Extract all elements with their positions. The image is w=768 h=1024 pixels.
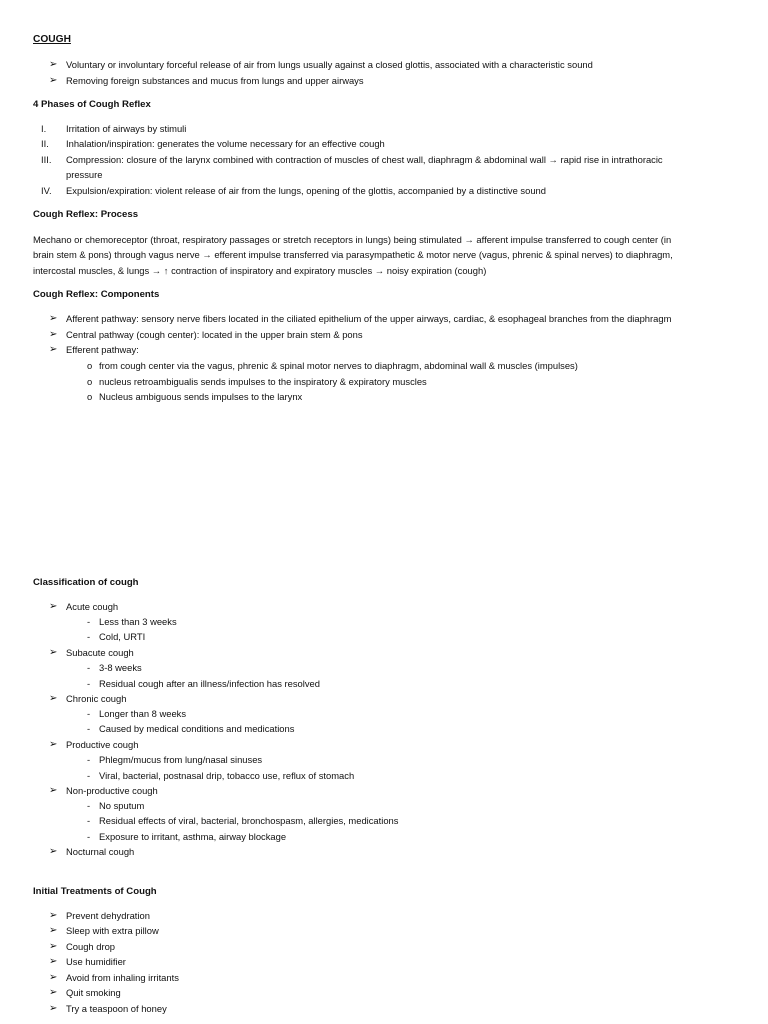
dash-bullet-icon: -: [87, 800, 91, 811]
numbered-text: pressure: [66, 169, 103, 180]
circle-bullet-icon: o: [87, 376, 93, 387]
section-title-process: Cough Reflex: Process: [33, 209, 139, 220]
arrow-bullet-icon: ➢: [49, 693, 58, 704]
dash-bullet-icon: -: [87, 754, 91, 765]
dash-text: Less than 3 weeks: [99, 616, 177, 627]
bullet-text: Voluntary or involuntary forceful release of air from lungs usually against a closed glottis, associated with a characteristic sound: [66, 59, 593, 70]
sub-bullet-text: Nucleus ambiguous sends impulses to the larynx: [99, 391, 303, 402]
dash-bullet-icon: -: [87, 678, 91, 689]
arrow-bullet-icon: ➢: [49, 313, 58, 324]
arrow-bullet-icon: ➢: [49, 785, 58, 796]
sub-bullet-text: nucleus retroambigualis sends impulses to the inspiratory & expiratory muscles: [99, 376, 427, 387]
arrow-bullet-icon: ➢: [49, 941, 58, 952]
bullet-text: Productive cough: [66, 739, 139, 750]
arrow-bullet-icon: ➢: [49, 344, 58, 355]
roman-numeral: IV.: [41, 185, 52, 196]
bullet-text: Subacute cough: [66, 647, 134, 658]
bullet-text: Central pathway (cough center): located in the upper brain stem & pons: [66, 329, 363, 340]
paragraph-line: Mechano or chemoreceptor (throat, respiratory passages or stretch receptors in lungs) being stimulated → afferent impulse transferred to cough center (in: [33, 234, 672, 245]
numbered-text: Expulsion/expiration: violent release of air from the lungs, opening of the glottis, accompanied by a distinctive sound: [66, 185, 546, 196]
paragraph-line: brain stem & pons) through vagus nerve → efferent impulse transferred via parasympathetic & motor nerve (vagus, phrenic & spinal nerves) to diaphragm,: [33, 249, 673, 260]
dash-bullet-icon: -: [87, 831, 91, 842]
arrow-bullet-icon: ➢: [49, 846, 58, 857]
dash-text: Residual cough after an illness/infection has resolved: [99, 678, 320, 689]
arrow-bullet-icon: ➢: [49, 956, 58, 967]
dash-bullet-icon: -: [87, 616, 91, 627]
arrow-bullet-icon: ➢: [49, 739, 58, 750]
bullet-text: Prevent dehydration: [66, 910, 150, 921]
arrow-bullet-icon: ➢: [49, 1003, 58, 1014]
bullet-text: Acute cough: [66, 601, 119, 612]
bullet-text: Try a teaspoon of honey: [66, 1003, 167, 1014]
bullet-text: Use humidifier: [66, 956, 126, 967]
bullet-text: Chronic cough: [66, 693, 127, 704]
arrow-bullet-icon: ➢: [49, 910, 58, 921]
dash-bullet-icon: -: [87, 708, 91, 719]
arrow-bullet-icon: ➢: [49, 647, 58, 658]
section-title-components: Cough Reflex: Components: [33, 289, 160, 300]
arrow-bullet-icon: ➢: [49, 987, 58, 998]
arrow-bullet-icon: ➢: [49, 601, 58, 612]
arrow-bullet-icon: ➢: [49, 972, 58, 983]
dash-bullet-icon: -: [87, 631, 91, 642]
dash-text: No sputum: [99, 800, 145, 811]
circle-bullet-icon: o: [87, 360, 93, 371]
dash-text: Longer than 8 weeks: [99, 708, 187, 719]
numbered-text: Compression: closure of the larynx combined with contraction of muscles of chest wall, diaphragm & abdominal wall → rapid rise in intrathoracic: [66, 154, 663, 165]
dash-bullet-icon: -: [87, 723, 91, 734]
bullet-text: Quit smoking: [66, 987, 121, 998]
numbered-text: Inhalation/inspiration: generates the volume necessary for an effective cough: [66, 138, 385, 149]
bullet-text: Efferent pathway:: [66, 344, 139, 355]
bullet-text: Cough drop: [66, 941, 115, 952]
dash-text: Residual effects of viral, bacterial, bronchospasm, allergies, medications: [99, 815, 399, 826]
arrow-bullet-icon: ➢: [49, 59, 58, 70]
sub-bullet-text: from cough center via the vagus, phrenic & spinal motor nerves to diaphragm, abdominal wall & muscles (impulses): [99, 360, 578, 371]
section-title-phases: 4 Phases of Cough Reflex: [33, 99, 151, 110]
bullet-text: Removing foreign substances and mucus from lungs and upper airways: [66, 75, 364, 86]
bullet-text: Sleep with extra pillow: [66, 925, 159, 936]
numbered-text: Irritation of airways by stimuli: [66, 123, 187, 134]
paragraph-line: intercostal muscles, & lungs → ↑ contraction of inspiratory and expiratory muscles → noisy expiration (cough): [33, 265, 487, 276]
dash-text: 3-8 weeks: [99, 662, 142, 673]
roman-numeral: III.: [41, 154, 52, 165]
arrow-bullet-icon: ➢: [49, 329, 58, 340]
dash-text: Viral, bacterial, postnasal drip, tobacco use, reflux of stomach: [99, 770, 355, 781]
bullet-text: Afferent pathway: sensory nerve fibers located in the ciliated epithelium of the upper airways, cardiac, & esophageal branches from the diaphragm: [66, 313, 672, 324]
dash-text: Caused by medical conditions and medications: [99, 723, 295, 734]
bullet-text: Avoid from inhaling irritants: [66, 972, 179, 983]
section-title-treatments: Initial Treatments of Cough: [33, 886, 157, 897]
section-title-classification: Classification of cough: [33, 577, 139, 588]
dash-bullet-icon: -: [87, 662, 91, 673]
dash-text: Phlegm/mucus from lung/nasal sinuses: [99, 754, 263, 765]
dash-text: Exposure to irritant, asthma, airway blockage: [99, 831, 287, 842]
section-title-cough: COUGH: [33, 34, 71, 45]
bullet-text: Nocturnal cough: [66, 846, 135, 857]
bullet-text: Non-productive cough: [66, 785, 158, 796]
circle-bullet-icon: o: [87, 391, 93, 402]
roman-numeral: II.: [41, 138, 49, 149]
dash-text: Cold, URTI: [99, 631, 146, 642]
dash-bullet-icon: -: [87, 815, 91, 826]
dash-bullet-icon: -: [87, 770, 91, 781]
arrow-bullet-icon: ➢: [49, 75, 58, 86]
arrow-bullet-icon: ➢: [49, 925, 58, 936]
roman-numeral: I.: [41, 123, 47, 134]
